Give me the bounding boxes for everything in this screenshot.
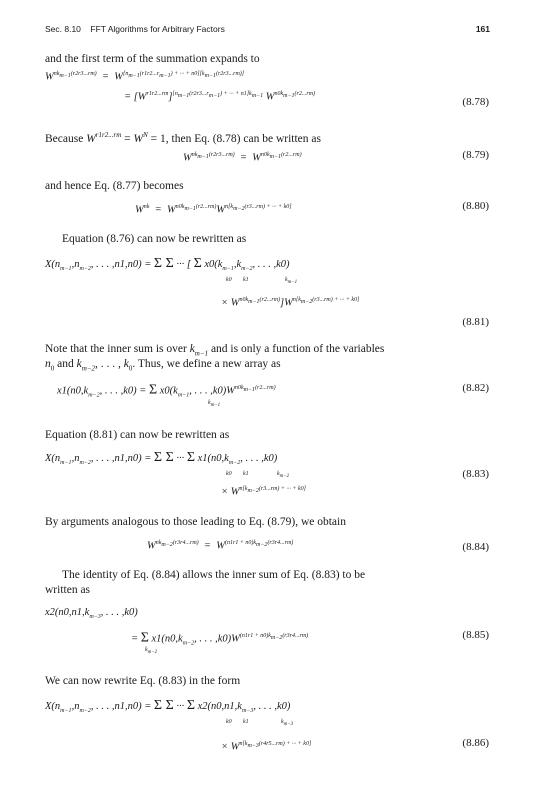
paragraph-4: Equation (8.76) can now be rewritten as	[62, 233, 247, 245]
equation-8-86-line-1: $X(n_{m-1},n_{m-2}$, . . . ,n1,n0) = Σ Σ ··· Σ $x2(n0,n1,k_{m-3}$, . . . ,k0)	[45, 698, 291, 715]
sum-index-km2-883: $k_{m-2}$	[277, 471, 290, 480]
sum-index-k0-883: k0	[226, 471, 232, 477]
equation-8-83-line-2: × $W^{n[k_{m-2}(r3...rm) + \cdot\cdot\cdot + k0]}$	[221, 486, 306, 498]
equation-8-78-line-1: $W^{nk_{m-1}(r2r3...rm)} = W[nm-1(r1r2...rm-1) + \cdot\cdot\cdot + n0][km-1(r2r3...rm)]$	[45, 71, 245, 83]
equation-8-78-line-2: = $[W^{r1r2...rm}]^{[n_{m-1}(r2r3...r_{m-1}) + \cdot\cdot\cdot + n1]k_{m-1}}$ $W^{n0k_{m-1}(r2...rm)}$	[124, 91, 316, 103]
section-number: Sec. 8.10	[45, 24, 81, 34]
sum-index-k0: k0	[226, 277, 232, 283]
paragraph-8-line-2: written as	[45, 584, 91, 596]
equation-8-85-line-1: $x2(n0,n1,k_{m-3}$, . . . ,k0)	[45, 607, 138, 621]
sum-index-k1: k1	[243, 277, 249, 283]
equation-number-8-79: (8.79)	[462, 149, 489, 161]
sum-index-k0-886: k0	[226, 719, 232, 725]
equation-8-81-line-1: $X(n_{m-1},n_{m-2}$, . . . ,n1,n0) = Σ Σ ··· [ Σ $x0(k_{m-1},k_{m-2}$, . . . ,k0)	[45, 256, 290, 273]
equation-8-83-line-1: $X(n_{m-1},n_{m-2}$, . . . ,n1,n0) = Σ Σ ··· Σ $x1(n0,k_{m-2}$, . . . ,k0)	[45, 450, 278, 467]
paragraph-5-line-1: Note that the inner sum is over $k_{m-1}$ and is only a function of the variables	[45, 343, 385, 358]
equation-number-8-81: (8.81)	[462, 316, 489, 328]
sum-index-k1-886: k1	[243, 719, 249, 725]
paragraph-1: and the first term of the summation expands to	[45, 53, 260, 65]
equation-number-8-86: (8.86)	[462, 737, 489, 749]
paragraph-9: We can now rewrite Eq. (8.83) in the form	[45, 675, 241, 687]
paragraph-8-line-1: The identity of Eq. (8.84) allows the inner sum of Eq. (8.83) to be	[62, 569, 366, 581]
paragraph-2: Because $W^{r1r2...rm} = W^N = 1$, then Eq. (8.78) can be written as	[45, 131, 321, 145]
equation-8-84: $W^{nk_{m-2}(r3r4...rm)} = W^{(n1r1 + n0)k_{m-2}(r3r4...rm)}$	[147, 540, 294, 552]
paragraph-3: and hence Eq. (8.77) becomes	[45, 180, 184, 192]
section-title: FFT Algorithms for Arbitrary Factors	[90, 24, 225, 34]
equation-number-8-85: (8.85)	[462, 629, 489, 641]
header-section	[45, 24, 225, 34]
equation-8-82: $x1(n0,k_{m-2}$, . . . ,k0) = Σ $x0(k_{m-1}$, . . . $,k0)W^{n0k_{m-1}(r2...rm)}$	[57, 382, 276, 399]
equation-number-8-78: (8.78)	[462, 96, 489, 108]
equation-number-8-82: (8.82)	[462, 382, 489, 394]
equation-8-80: $W^{nk} = W^{n0k_{m-1}(r2...rm)}W^{n[k_{m-2}(r3...rm) + \cdot\cdot\cdot + k0]}$	[135, 204, 292, 216]
equation-8-79: $W^{nk_{m-1}(r2r3...rm)} = W^{n0k_{m-1}(r2...rm)}$	[183, 152, 302, 164]
equation-number-8-83: (8.83)	[462, 468, 489, 480]
sum-index-km2-885: $k_{m-2}$	[145, 647, 158, 656]
page-number: 161	[475, 24, 490, 34]
paragraph-5-line-2: $n_0$ and $k_{m-2}$, . . . , $k_0$. Thus, we define a new array as	[45, 358, 281, 373]
equation-8-85-line-2: = Σ $x1(n0,k_{m-2}$, . . . $,k0)W^{(n1r1 + n0)k_{m-2}(r3r4...rm)}$	[131, 630, 309, 647]
running-header	[45, 24, 490, 38]
equation-8-86-line-2: × $W^{n[k_{m-3}(r4r5...rm) + \cdot\cdot\cdot + k0]}$	[221, 741, 312, 753]
equation-number-8-80: (8.80)	[462, 200, 489, 212]
paragraph-6: Equation (8.81) can now be rewritten as	[45, 429, 230, 441]
sum-index-km3-886: $k_{m-3}$	[281, 719, 294, 728]
equation-number-8-84: (8.84)	[462, 541, 489, 553]
sum-index-km1: $k_{m-1}$	[285, 277, 298, 286]
paragraph-7: By arguments analogous to those leading to Eq. (8.79), we obtain	[45, 516, 346, 528]
equation-8-81-line-2: × $W^{n0k_{m-1}(r2...rm)}]W^{n[k_{m-2}(r3...rm) + \cdot\cdot\cdot + k0]}$	[221, 297, 360, 309]
sum-index-km1-882: $k_{m-1}$	[208, 400, 221, 409]
sum-index-k1-883: k1	[243, 471, 249, 477]
